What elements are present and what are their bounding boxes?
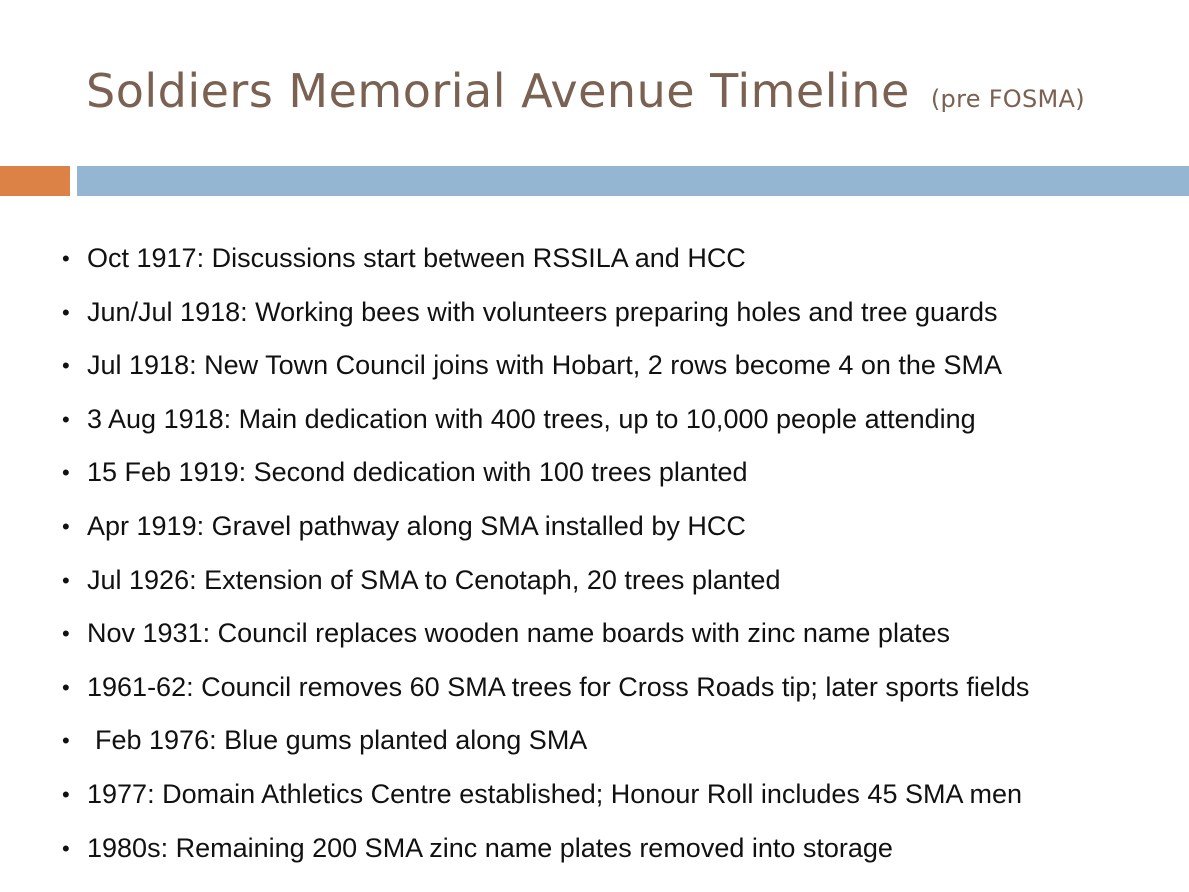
bullet-icon: • [62, 674, 70, 700]
slide-subtitle: (pre FOSMA) [930, 85, 1085, 113]
timeline-item-text: Jun/Jul 1918: Working bees with volunteers preparing holes and tree guards [87, 296, 998, 327]
bullet-icon: • [62, 299, 70, 325]
timeline-item-text: 3 Aug 1918: Main dedication with 400 trees, up to 10,000 people attending [87, 403, 976, 434]
timeline-item-text: Nov 1931: Council replaces wooden name boards with zinc name plates [87, 618, 950, 649]
bullet-icon: • [62, 781, 70, 807]
slide-title-text: Soldiers Memorial Avenue Timeline [86, 64, 910, 118]
bullet-icon: • [62, 621, 70, 647]
bullet-icon: • [62, 246, 70, 271]
timeline-item-text: 1980s: Remaining 200 SMA zinc name plates removed into storage [87, 832, 893, 863]
bullet-icon: • [62, 513, 70, 539]
bullet-icon: • [62, 835, 70, 861]
timeline-item-text: 15 Feb 1919: Second dedication with 100 trees planted [87, 457, 748, 488]
bullet-icon: • [62, 460, 70, 486]
timeline-item-text: Oct 1917: Discussions start between RSSILA and HCC [87, 243, 746, 273]
timeline-item-text: Apr 1919: Gravel pathway along SMA installed by HCC [87, 510, 746, 541]
timeline-item-text: 1977: Domain Athletics Centre established; Honour Roll includes 45 SMA men [87, 778, 1023, 809]
timeline-item-text: 1961-62: Council removes 60 SMA trees for Cross Roads tip; later sports fields [87, 671, 1030, 702]
accent-bar-orange [0, 166, 70, 196]
bullet-icon: • [62, 353, 70, 379]
timeline-item-text: Jul 1926: Extension of SMA to Cenotaph, 20 trees planted [87, 564, 781, 595]
accent-bar-blue [77, 166, 1189, 196]
timeline-item-text: Feb 1976: Blue gums planted along SMA [95, 725, 588, 756]
bullet-icon: • [62, 728, 70, 754]
timeline-item-text: Jul 1918: New Town Council joins with Hobart, 2 rows become 4 on the SMA [87, 350, 1002, 381]
bullet-icon: • [62, 567, 70, 593]
bullet-icon: • [62, 406, 70, 432]
slide-title [86, 66, 1085, 117]
